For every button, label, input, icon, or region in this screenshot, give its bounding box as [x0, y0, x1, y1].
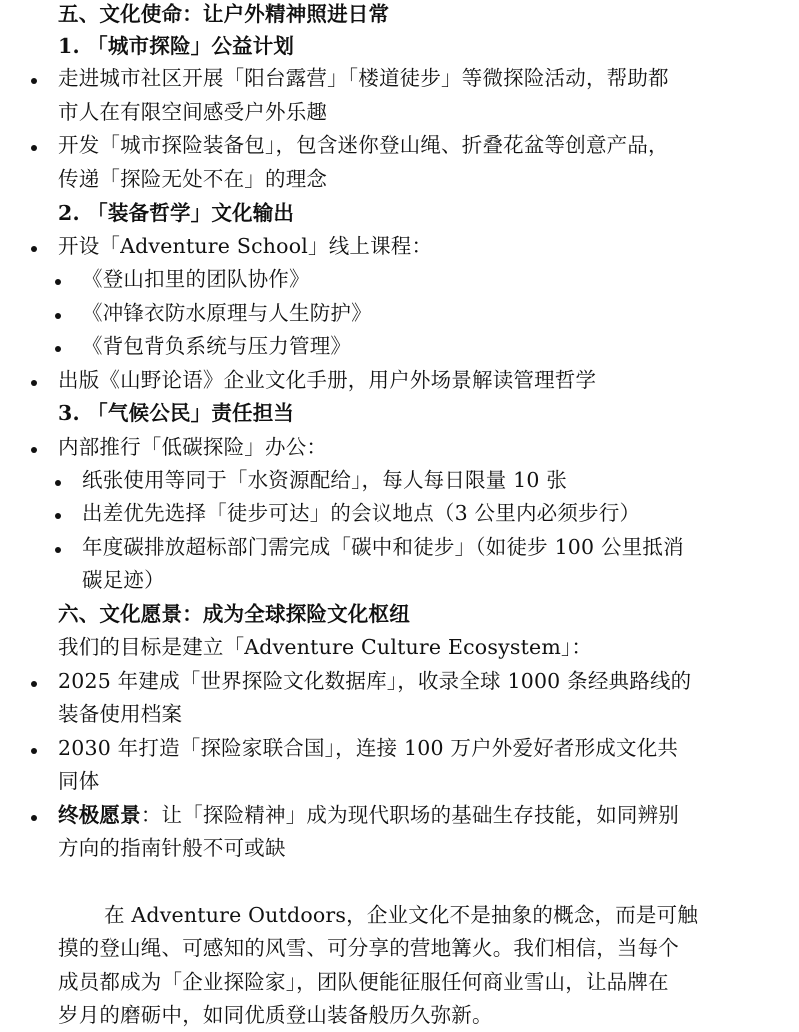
- sub-bullet-text: 《登山扣里的团队协作》: [82, 267, 310, 291]
- sub-bullet-dot: [55, 513, 61, 519]
- sub-bullet-dot: [55, 346, 61, 352]
- item-heading: 2. 「装备哲学」文化输出: [58, 201, 295, 225]
- sub-bullet-dot: [55, 313, 61, 319]
- bullet-dot: [31, 246, 37, 252]
- bullet-text-rest: ：让「探险精神」成为现代职场的基础生存技能，如同辨别: [140, 803, 680, 827]
- bullet-dot: [31, 815, 37, 821]
- bold-label: 终极愿景: [58, 803, 141, 827]
- bullet-text: 开发「城市探险装备包」，包含迷你登山绳、折叠花盆等创意产品，: [58, 133, 669, 157]
- bullet-text: 2030 年打造「探险家联合国」，连接 100 万户外爱好者形成文化共: [58, 736, 679, 760]
- bullet-text-continued: 同体: [58, 769, 100, 793]
- closing-paragraph-line: 摸的登山绳、可感知的风雪、可分享的营地篝火。我们相信，当每个: [58, 936, 679, 960]
- sub-bullet-text: 《冲锋衣防水原理与人生防护》: [82, 301, 372, 325]
- bullet-text: 内部推行「低碳探险」办公：: [58, 435, 328, 459]
- closing-paragraph-first-line: 在 Adventure Outdoors，企业文化不是抽象的概念，而是可触: [104, 903, 699, 927]
- item-heading: 3. 「气候公民」责任担当: [58, 401, 295, 425]
- section-heading: 五、文化使命：让户外精神照进日常: [58, 2, 390, 26]
- bullet-text-continued: 方向的指南针般不可或缺: [58, 836, 286, 860]
- bullet-text: 出版《山野论语》企业文化手册，用户外场景解读管理哲学: [58, 368, 597, 392]
- item-heading: 1. 「城市探险」公益计划: [58, 34, 295, 58]
- bullet-text: 2025 年建成「世界探险文化数据库」，收录全球 1000 条经典路线的: [58, 669, 692, 693]
- sub-bullet-dot: [55, 480, 61, 486]
- bullet-text-continued: 传递「探险无处不在」的理念: [58, 167, 328, 191]
- bullet-text: 走进城市社区开展「阳台露营」「楼道徒步」等微探险活动，帮助都: [58, 66, 669, 90]
- sub-bullet-text: 纸张使用等同于「水资源配给」，每人每日限量 10 张: [82, 468, 568, 492]
- sub-bullet-dot: [55, 547, 61, 553]
- sub-bullet-dot: [55, 279, 61, 285]
- paragraph-text: 我们的目标是建立「Adventure Culture Ecosystem」：: [58, 635, 593, 659]
- closing-paragraph-line: 岁月的磨砺中，如同优质登山装备般历久弥新。: [58, 1003, 493, 1027]
- sub-bullet-text-continued: 碳足迹）: [82, 568, 165, 592]
- sub-bullet-text: 年度碳排放超标部门需完成「碳中和徒步」（如徒步 100 公里抵消: [82, 535, 684, 559]
- bullet-text: 开设「Adventure School」线上课程：: [58, 234, 433, 258]
- bullet-text: [58, 799, 679, 832]
- bullet-text-continued: 市人在有限空间感受户外乐趣: [58, 100, 328, 124]
- sub-bullet-text: 出差优先选择「徒步可达」的会议地点（3 公里内必须步行）: [82, 501, 641, 525]
- bullet-dot: [31, 447, 37, 453]
- bullet-dot: [31, 681, 37, 687]
- bullet-dot: [31, 78, 37, 84]
- section-heading: 六、文化愿景：成为全球探险文化枢纽: [58, 602, 410, 626]
- bullet-dot: [31, 145, 37, 151]
- closing-paragraph-line: 成员都成为「企业探险家」，团队便能征服任何商业雪山，让品牌在: [58, 970, 669, 994]
- sub-bullet-text: 《背包背负系统与压力管理》: [82, 334, 352, 358]
- bullet-dot: [31, 380, 37, 386]
- bullet-dot: [31, 748, 37, 754]
- bullet-text-continued: 装备使用档案: [58, 702, 183, 726]
